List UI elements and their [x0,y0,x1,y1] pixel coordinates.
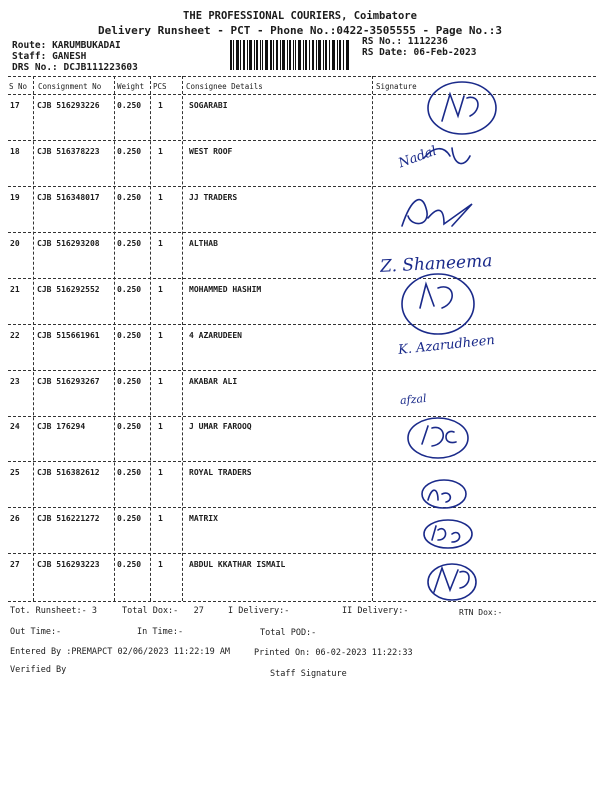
in-time: In Time:- [137,627,184,637]
col-divider [114,76,115,601]
barcode-image [230,40,350,70]
col-divider [150,76,151,601]
total-dox: Total Dox:- 27 [122,606,204,616]
col-header-weight: Weight [117,82,145,91]
out-time: Out Time:- [10,627,62,637]
verified-by: Verified By [10,665,67,675]
total-dox-value: 27 [193,606,204,616]
table-bottom-rule [8,601,596,602]
drs-value: DCJB111223603 [63,62,138,73]
col-divider [182,76,183,601]
company-title: THE PROFESSIONAL COURIERS, Coimbatore [183,10,417,22]
route-value: KARUMBUKADAI [52,40,121,51]
signature-18: Nadal [396,143,439,172]
col-header-sno: S No [9,82,28,91]
ii-delivery: II Delivery:- [342,606,409,616]
signature-22: K. Azarudheen [397,332,496,359]
staff-value: GANESH [52,51,87,62]
signature-24 [408,418,468,458]
runsheet-page: THE PROFESSIONAL COURIERS, Coimbatore Delivery Runsheet - PCT - Phone No.:0422-3505555 - Page No.:3 Route: KARUMBUKADAI Staff: GANESH DRS No.: DCJB111223603 RS No.: 1112236 RS Date: 06-Feb-2023 S No Consignment No Weight PCS Consignee Details Signature 17 CJB 516293226 0.250 1 SOGARABI 18 CJB 516378223 0.250 1 WEST ROOF 19 CJB 516348017 0.250 1 JJ TRADERS 20 CJB 516293208 0.250 1 ALTHAB 21 CJB 516292552 0.250 1 MOHAMMED HASHIM 22 CJB 515661961 0.250 1 4 AZARUDEEN 23 CJB 516293267 0.250 1 AKABAR ALI 24 CJB 176294 0.250 1 J UMAR FAROOQ 25 CJB 516382612 0.250 1 ROYAL TRADERS 26 CJB 516221272 0.250 1 MATRIX 27 CJB 516293223 0.250 1 ABDUL KKATHAR ISMAIL Nadal Z. Shaneema K. Azarudheen afzal Tot. Runsheet:- 3 Total Dox:- 27 I Delivery:- II Delivery:- RTN Dox:- Out Time:- In Time:- Total POD:- Entered By :PREMAPCT 02/06/2023 11:22:19 AM Printed On: 06-02-2023 11:22:33 Verified By Staff Signature [0,0,600,800]
rtn-dox: RTN Dox:- [459,608,503,617]
signature-26 [424,520,472,548]
col-header-consignment: Consignment No [38,82,102,91]
signature-21 [402,274,474,334]
rs-date-value: 06-Feb-2023 [413,47,477,58]
i-delivery: I Delivery:- [228,606,290,616]
staff-signature: Staff Signature [270,669,347,679]
col-header-consignee: Consignee Details [186,82,263,91]
signature-23: afzal [399,391,428,408]
total-pod: Total POD:- [260,628,317,638]
runsheet-title: Delivery Runsheet - PCT - Phone No.:0422-3505555 - Page No.:3 [98,24,502,37]
col-header-pcs: PCS [153,82,167,91]
signature-19 [402,200,472,226]
printed-on: Printed On: 06-02-2023 11:22:33 [254,648,413,658]
rs-date-line: RS Date: 06-Feb-2023 [362,47,477,58]
col-header-signature: Signature [376,82,417,91]
tot-runsheet: Tot. Runsheet:- 3 [10,606,97,616]
entered-by: Entered By :PREMAPCT 02/06/2023 11:22:19 AM [10,647,231,657]
signature-20: Z. Shaneema [379,251,493,277]
staff-line: Staff: GANESH [12,51,87,62]
rs-no-line: RS No.: 1112236 [362,36,448,47]
rs-no-value: 1112236 [407,36,448,47]
route-line: Route: KARUMBUKADAI [12,40,121,51]
col-divider [33,76,34,601]
signature-17 [428,82,496,134]
drs-line: DRS No.: DCJB111223603 [12,62,138,73]
